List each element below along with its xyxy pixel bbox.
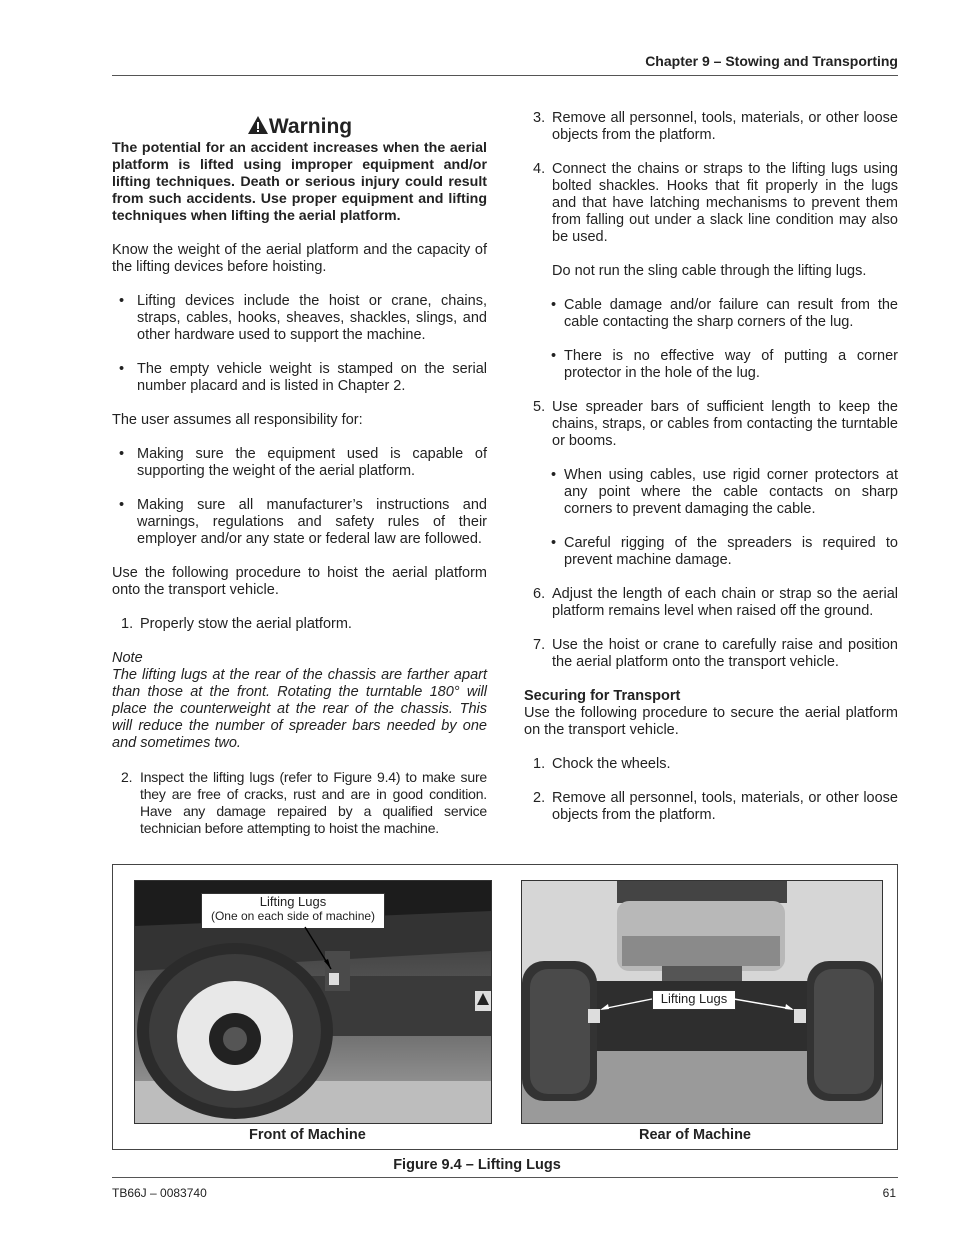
rear-machine-photo [521,880,883,1124]
bullet-icon: • [119,446,125,462]
step-3: 3. Remove all personnel, tools, materials, or other loose objects from the platform. [533,110,898,143]
bullet-icon: • [551,348,557,364]
transport-step-2: 2. Remove all personnel, tools, materials, or other loose objects from the platform. [533,790,898,823]
front-caption: Front of Machine [249,1127,366,1143]
step-7: 7. Use the hoist or crane to carefully raise and position the aerial platform onto the transport vehicle. [533,637,898,670]
figure-caption: Figure 9.4 – Lifting Lugs [393,1157,561,1173]
page-number: 61 [882,1186,896,1200]
section-heading: Securing for Transport [524,688,681,704]
note-title: Note [112,650,143,666]
list-item: • Making sure the equipment used is capable of supporting the weight of the aerial platform. [119,446,487,479]
front-lugs-label: Lifting Lugs (One on each side of machine) [201,893,385,929]
list-item: • Making sure all manufacturer’s instructions and warnings, regulations and safety rules of their employer and/or any state or federal law are followed. [119,497,487,547]
paragraph-procedure: Use the following procedure to hoist the aerial platform onto the transport vehicle. [112,565,487,598]
list-item: • The empty vehicle weight is stamped on the serial number placard and is listed in Chapter 2. [119,361,487,394]
paragraph-responsibility: The user assumes all responsibility for: [112,412,363,428]
step-4: 4. Connect the chains or straps to the lifting lugs using bolted shackles. Hooks that fit properly in the lugs and that have latching mechanisms to prevent them from falling out under a slack line condition may also be used. [533,161,898,245]
warning-body: The potential for an accident increases when the aerial platform is lifted using improper equipment and/or lifting techniques. Death or serious injury could result from such accidents. Use proper equipment and lifting techniques when lifting the aerial platform. [112,140,487,224]
list-item: • Careful rigging of the spreaders is required to prevent machine damage. [551,535,898,568]
right-column [524,110,898,824]
list-item: • Cable damage and/or failure can result from the cable contacting the sharp corners of the lug. [551,297,898,330]
note-body: The lifting lugs at the rear of the chassis are farther apart than those at the front. Rotating the turntable 180° will place the counterweight at the rear of the chassis. This will reduce the number of spreader bars needed by one and sometimes two. [112,667,487,751]
front-machine-photo [134,880,492,1124]
step-1: 1. Properly stow the aerial platform. [121,616,352,632]
bullet-icon: • [551,467,557,483]
chapter-header: Chapter 9 – Stowing and Transporting [645,53,898,69]
bullet-icon: • [551,535,557,551]
bullet-icon: • [119,293,125,309]
rear-caption: Rear of Machine [639,1127,751,1143]
figure-frame [112,864,898,1150]
list-item: • There is no effective way of putting a corner protector in the hole of the lug. [551,348,898,381]
warning-heading [112,114,487,140]
rear-lugs-label: Lifting Lugs [652,990,736,1010]
step-2: 2. Inspect the lifting lugs (refer to Figure 9.4) to make sure they are free of cracks, rust and are in good condition. Have any damage repaired by a qualified service technician before attempting to hoist the machine. [121,769,487,836]
warning-title: Warning [268,115,353,138]
bullet-icon: • [551,297,557,313]
list-item: • When using cables, use rigid corner protectors at any point where the cable contacts on sharp corners to prevent damaging the cable. [551,467,898,517]
warning-icon [247,115,269,135]
step-6: 6. Adjust the length of each chain or strap so the aerial platform remains level when raised off the ground. [533,586,898,619]
rear-lugs-arrows [522,881,882,1123]
front-lugs-arrow [135,881,491,1123]
transport-step-1: 1. Chock the wheels. [533,756,671,772]
footer-rule [112,1177,898,1178]
left-column [112,114,487,837]
step-5: 5. Use spreader bars of sufficient length to keep the chains, straps, or cables from contacting the turntable or booms. [533,399,898,449]
section-paragraph: Use the following procedure to secure the aerial platform on the transport vehicle. [524,705,898,738]
bullet-icon: • [119,497,125,513]
header-rule [112,75,898,76]
sling-caution: Do not run the sling cable through the lifting lugs. [552,263,867,279]
document-number: TB66J – 0083740 [112,1186,207,1200]
paragraph-weight: Know the weight of the aerial platform and the capacity of the lifting devices before hoisting. [112,242,487,275]
bullet-icon: • [119,361,125,377]
list-item: • Lifting devices include the hoist or crane, chains, straps, cables, hooks, sheaves, shackles, slings, and other hardware used to support the machine. [119,293,487,343]
